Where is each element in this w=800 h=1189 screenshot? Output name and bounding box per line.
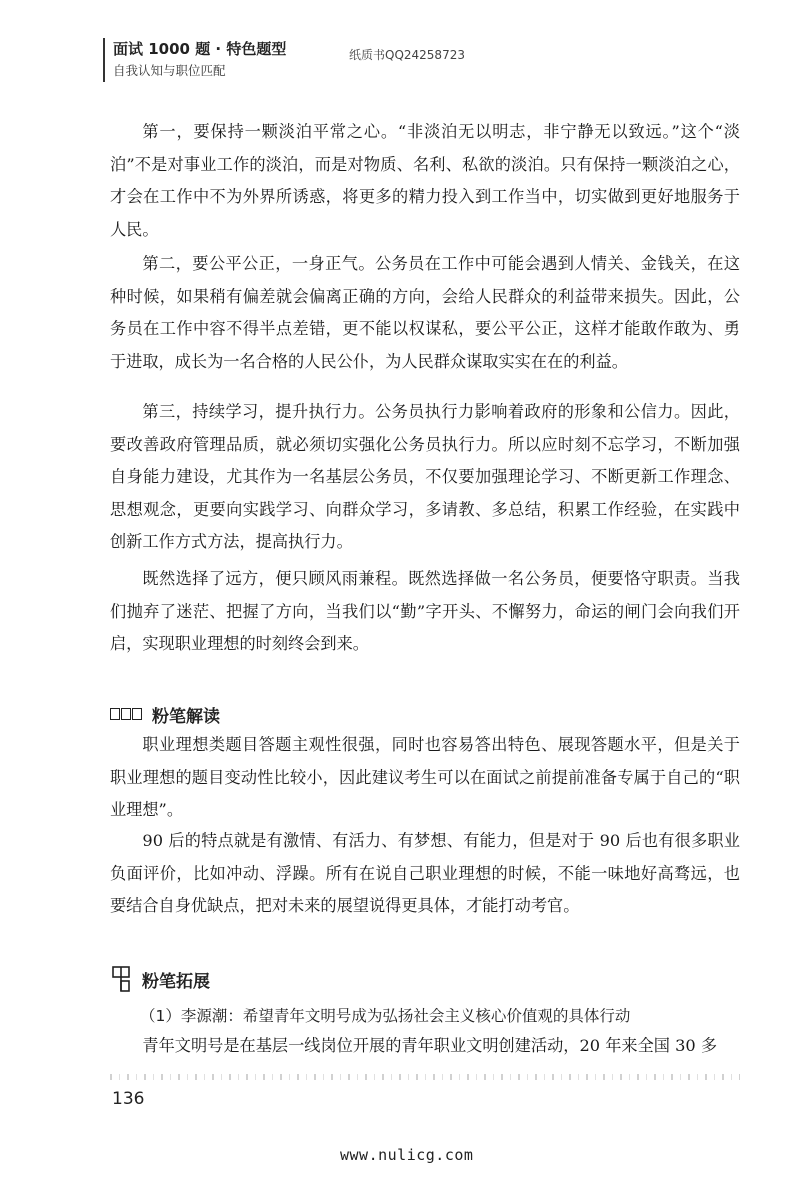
- footer-url: www.nulicg.com: [340, 1146, 474, 1164]
- reading-paragraph-1: 职业理想类题目答题主观性很强，同时也容易答出特色、展现答题水平，但是关于职业理想的题目变动性比较小，因此建议考生可以在面试之前提前准备专属于自己的“职业理想”。: [110, 735, 740, 820]
- body-paragraph-4: 既然选择了远方，便只顾风雨兼程。既然选择做一名公务员，便要恪守职责。当我们抛弃了迷茫、把握了方向，当我们以“勤”字开头、不懈努力，命运的闸门会向我们开启，实现职业理想的时刻终会到来。: [110, 569, 740, 654]
- running-head-title: 面试 1000 题 · 特色题型: [113, 40, 287, 58]
- expand-item-heading: （1）李源潮：希望青年文明号成为弘扬社会主义核心价值观的具体行动: [140, 1007, 631, 1025]
- scan-artifact-line: [110, 1074, 740, 1080]
- expand-section-icon: [112, 966, 130, 992]
- header-rule: [103, 38, 105, 82]
- section-heading-reading: [110, 702, 220, 727]
- expand-paragraph: 青年文明号是在基层一线岗位开展的青年职业文明创建活动，20 年来全国 30 多: [142, 1036, 718, 1055]
- body-paragraph-3: 第三，持续学习，提升执行力。公务员执行力影响着政府的形象和公信力。因此，要改善政府管理品质，就必须切实强化公务员执行力。所以应时刻不忘学习，不断加强自身能力建设，尤其作为一名基层公务员，不仅要加强理论学习、不断更新工作理念、思想观念，更要向实践学习、向群众学习，多请教、多总结，积累工作经验，在实践中创新工作方式方法，提高执行力。: [110, 402, 740, 552]
- reading-section-title: 粉笔解读: [152, 707, 220, 727]
- running-head-subtitle: 自我认知与职位匹配: [113, 63, 226, 78]
- section-heading-expand: [110, 966, 210, 992]
- reading-section-icon: [110, 708, 144, 722]
- body-paragraph-1: 第一，要保持一颗淡泊平常之心。“非淡泊无以明志，非宁静无以致远。”这个“淡泊”不是对事业工作的淡泊，而是对物质、名利、私欲的淡泊。只有保持一颗淡泊之心，才会在工作中不为外界所诱惑，将更多的精力投入到工作当中，切实做到更好地服务于人民。: [110, 122, 740, 239]
- expand-section-title: 粉笔拓展: [142, 971, 210, 992]
- reading-paragraph-2: 90 后的特点就是有激情、有活力、有梦想、有能力，但是对于 90 后也有很多职业负面评价，比如冲动、浮躁。所有在说自己职业理想的时候，不能一味地好高骛远，也要结合自身优缺点，把对未来的展望说得更具体，才能打动考官。: [110, 831, 740, 916]
- body-paragraph-2: 第二，要公平公正，一身正气。公务员在工作中可能会遇到人情关、金钱关，在这种时候，如果稍有偏差就会偏离正确的方向，会给人民群众的利益带来损失。因此，公务员在工作中容不得半点差错，更不能以权谋私，要公平公正，这样才能敢作敢为、勇于进取，成长为一名合格的人民公仆，为人民群众谋取实实在在的利益。: [110, 254, 740, 371]
- watermark-text: 纸质书QQ24258723: [349, 48, 465, 62]
- page-number: 136: [112, 1089, 145, 1109]
